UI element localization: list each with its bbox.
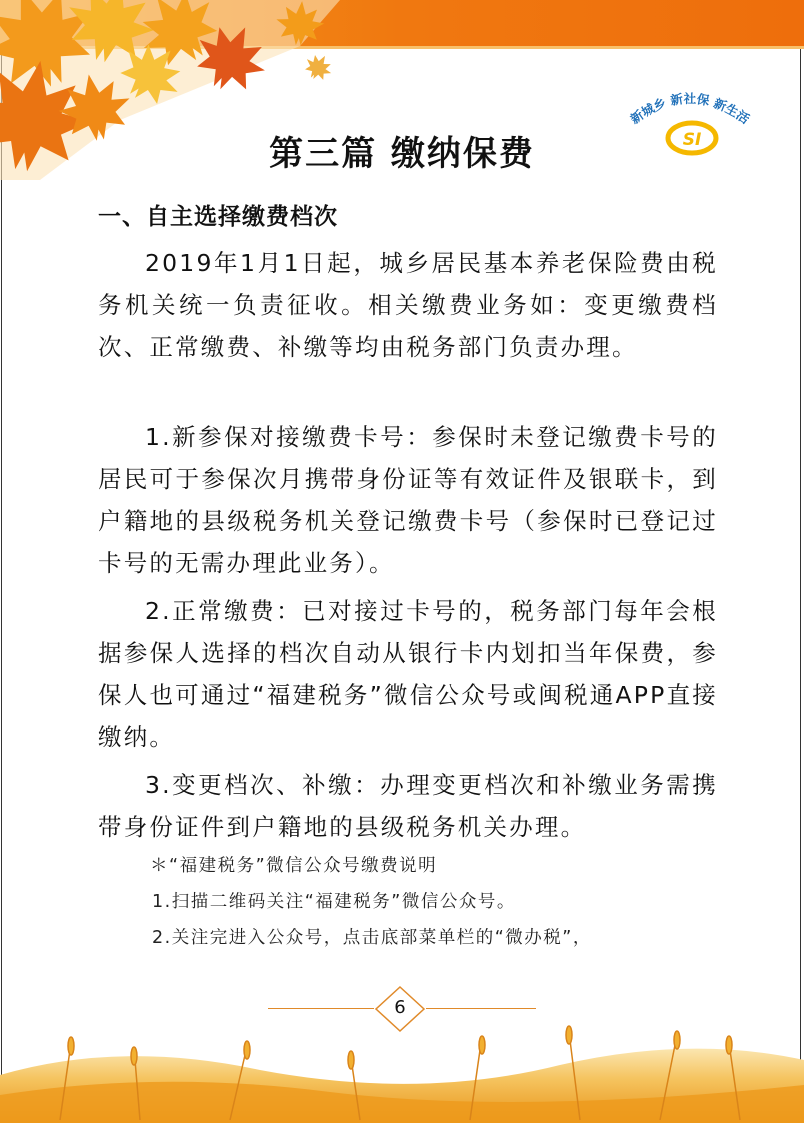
paragraph-regular-payment: 2.正常缴费：已对接过卡号的，税务部门每年会根据参保人选择的档次自动从银行卡内划扣当年保费，参保人也可通过“福建税务”微信公众号或闽税通APP直接缴纳。 — [98, 597, 718, 751]
logo-slogan: 新城乡 新社保 新生活 — [627, 90, 753, 127]
paragraph-new-enrollment: 1.新参保对接缴费卡号：参保时未登记缴费卡号的居民可于参保次月携带身份证等有效证件及银联卡，到户籍地的县级税务机关登记缴费卡号（参保时已登记过卡号的无需办理此业务）。 — [98, 423, 718, 577]
wechat-payment-note-title: ＊“福建税务”微信公众号缴费说明 — [150, 856, 438, 876]
paragraph-intro: 2019年1月1日起，城乡居民基本养老保险费由税务机关统一负责征收。相关缴费业务如：变更缴费档次、正常缴费、补缴等均由税务部门负责办理。 — [98, 249, 718, 361]
paragraph-change-level: 3.变更档次、补缴：办理变更档次和补缴业务需携带身份证件到户籍地的县级税务机关办理。 — [98, 771, 718, 841]
footer-line-right — [426, 1008, 536, 1009]
page-number: 6 — [394, 997, 406, 1018]
logo-mark: SI — [682, 130, 702, 150]
section-heading: 一、自主选择缴费档次 — [98, 204, 338, 230]
footer-line-left — [268, 1008, 374, 1009]
wechat-payment-step-2: 2.关注完进入公众号，点击底部菜单栏的“微办税”， — [152, 928, 592, 948]
wechat-payment-step-1: 1.扫描二维码关注“福建税务”微信公众号。 — [152, 892, 516, 912]
page-title: 第三篇 缴纳保费 — [269, 134, 535, 174]
wheat-field-decoration — [0, 1020, 804, 1123]
